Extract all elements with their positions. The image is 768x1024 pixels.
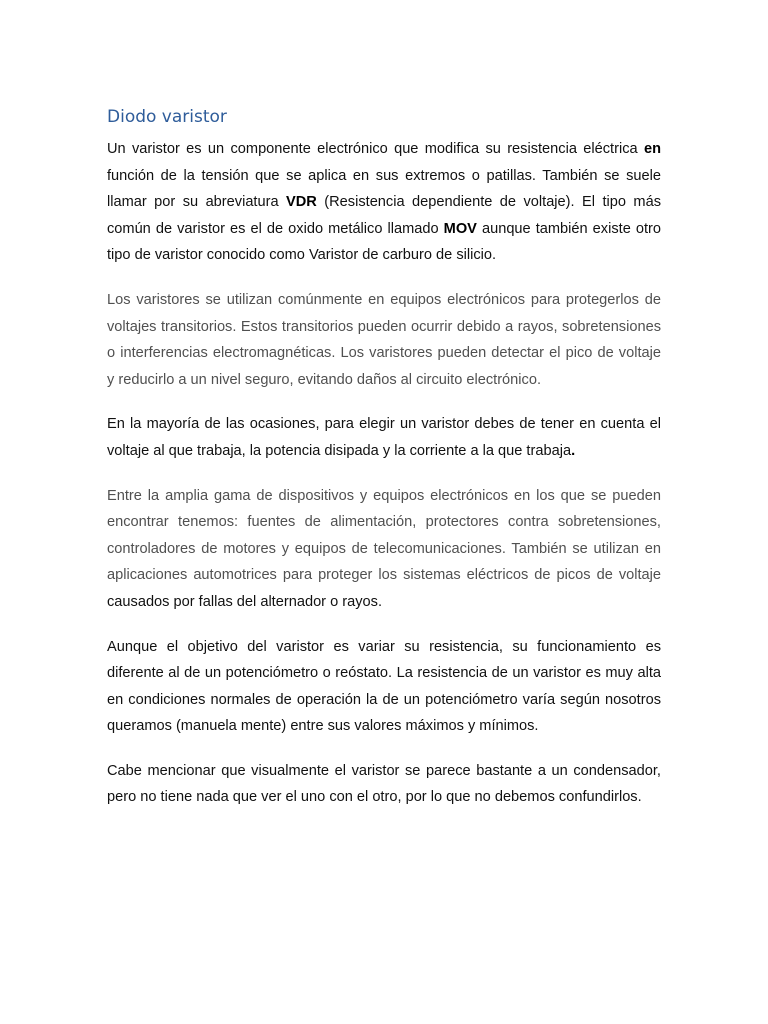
bold-run-mov: MOV — [443, 220, 477, 237]
text-run: aunque también existe otro tipo de varistor conocido como Varistor de carburo de silicio. — [107, 220, 662, 264]
paragraph-note: Cabe mencionar que visualmente el varistor se parece bastante a un condensador, pero no tiene nada que ver el uno con el otro, por lo que no debemos confundirlos. — [107, 762, 661, 806]
text-run: (Resistencia dependiente de voltaje). El tipo más común de varistor es el de oxido metálico llamado — [107, 194, 661, 237]
paragraph-applications — [107, 483, 661, 616]
page-title: Diodo varistor — [107, 107, 227, 127]
bold-run: en — [643, 141, 661, 157]
paragraph-comparison: Aunque el objetivo del varistor es variar su resistencia, su funcionamiento es diferente al de un potenciómetro o reóstato. La resistencia de un varistor es muy alta en condiciones normales de operación la de un potenciómetro varía según nosotros queramos (manuela mente) entre sus valores máximos y mínimos. — [107, 638, 661, 735]
text-run: función de la tensión que se aplica en sus extremos o patillas. También se suele llamar por su abreviatura — [107, 167, 661, 211]
paragraph-selection — [107, 411, 661, 464]
bold-run-vdr: VDR — [286, 194, 317, 211]
text-run-dark: causados por fallas del alternador o rayos. — [107, 593, 383, 610]
text-run: Un varistor es un componente electrónico que modifica su resistencia eléctrica — [107, 141, 644, 157]
paragraph-definition — [107, 136, 661, 269]
bold-run: . — [571, 442, 576, 459]
paragraph-uses: Los varistores se utilizan comúnmente en equipos electrónicos para protegerlos de voltajes transitorios. Estos transitorios pueden ocurrir debido a rayos, sobretensiones o interferencias electromagnéticas. Los varistores pueden detectar el pico de voltaje y reducirlo a un nivel seguro, evitando daños al circuito electrónico. — [107, 291, 661, 388]
text-run: En la mayoría de las ocasiones, para elegir un varistor debes de tener en cuenta el voltaje al que trabaja, la potencia disipada y la corriente a la que trabaja — [107, 416, 661, 459]
text-run: Entre la amplia gama de dispositivos y equipos electrónicos en los que se pueden encontrar tenemos: fuentes de alimentación, protectores contra sobretensiones, controladores de motores y equipos de telecomunicaciones. También se utilizan en aplicaciones automotrices para proteger los sistemas eléctricos de picos de voltaje — [107, 487, 661, 584]
